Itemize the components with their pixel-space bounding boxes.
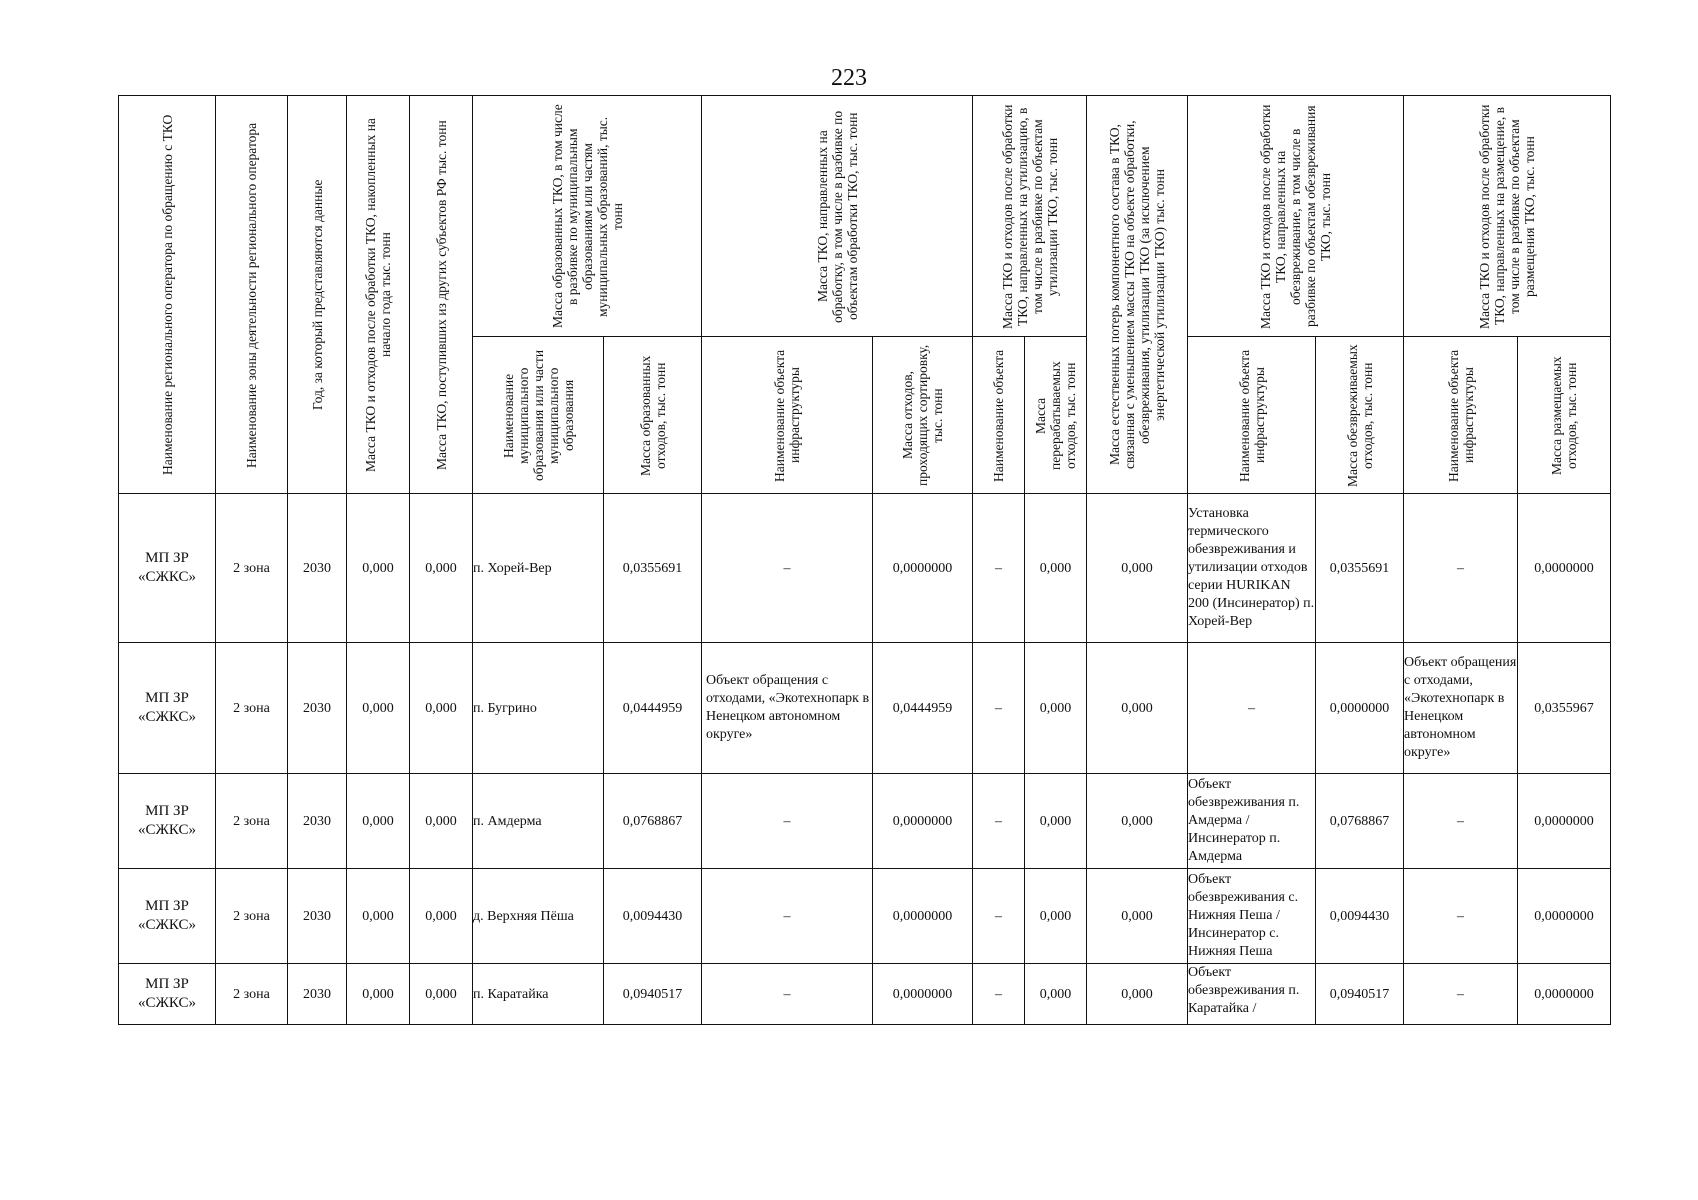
cell-utilization-object: – bbox=[973, 869, 1025, 964]
cell-placement-object: – bbox=[1404, 869, 1518, 964]
table-row bbox=[119, 643, 1611, 774]
page-number: 223 bbox=[831, 65, 867, 91]
header-generated-mass: Масса образованных отходов, тыс. тонн bbox=[604, 337, 702, 494]
cell-neutralization-object: Объект обезвреживания п. Каратайка / bbox=[1188, 964, 1316, 1025]
cell-utilization-object: – bbox=[973, 774, 1025, 869]
cell-year: 2030 bbox=[288, 774, 347, 869]
header-zone: Наименование зоны деятельности регионального оператора bbox=[216, 96, 288, 494]
cell-utilization-object: – bbox=[973, 494, 1025, 643]
cell-neutralization-object: Объект обезвреживания п. Амдерма / Инсинератор п. Амдерма bbox=[1188, 774, 1316, 869]
cell-processing-object: – bbox=[702, 494, 873, 643]
cell-neutralization-object: Установка термического обезвреживания и утилизации отходов серии HURIKAN 200 (Инсинератор) п. Хорей-Вер bbox=[1188, 494, 1316, 643]
cell-municipality: п. Каратайка bbox=[473, 964, 604, 1025]
header-placement-group: Масса ТКО и отходов после обработки ТКО, направленных на размещение, в том числе в разбивке по объектам размещения ТКО, тыс. тонн bbox=[1404, 96, 1611, 337]
header-placement-name: Наименование объекта инфраструктуры bbox=[1404, 337, 1518, 494]
cell-zone: 2 зона bbox=[216, 774, 288, 869]
cell-placement-mass: 0,0000000 bbox=[1518, 964, 1611, 1025]
cell-municipality: п. Бугрино bbox=[473, 643, 604, 774]
cell-utilization-object: – bbox=[973, 964, 1025, 1025]
header-accumulated: Масса ТКО и отходов после обработки ТКО, накопленных на начало года тыс. тонн bbox=[347, 96, 410, 494]
cell-operator: МП ЗР «СЖКС» bbox=[119, 774, 216, 869]
header-generated-name: Наименование муниципального образования или части муниципального образования bbox=[473, 337, 604, 494]
cell-received: 0,000 bbox=[410, 643, 473, 774]
cell-year: 2030 bbox=[288, 964, 347, 1025]
cell-utilization-mass: 0,000 bbox=[1025, 869, 1087, 964]
cell-operator: МП ЗР «СЖКС» bbox=[119, 494, 216, 643]
cell-losses: 0,000 bbox=[1087, 643, 1188, 774]
cell-neutralization-mass: 0,0940517 bbox=[1316, 964, 1404, 1025]
cell-processing-object: – bbox=[702, 964, 873, 1025]
header-utilization-mass: Масса перерабатываемых отходов, тыс. тонн bbox=[1025, 337, 1087, 494]
cell-year: 2030 bbox=[288, 869, 347, 964]
cell-operator: МП ЗР «СЖКС» bbox=[119, 643, 216, 774]
cell-neutralization-mass: 0,0768867 bbox=[1316, 774, 1404, 869]
cell-utilization-mass: 0,000 bbox=[1025, 774, 1087, 869]
cell-neutralization-object: – bbox=[1188, 643, 1316, 774]
cell-placement-mass: 0,0355967 bbox=[1518, 643, 1611, 774]
cell-municipality: д. Верхняя Пёша bbox=[473, 869, 604, 964]
header-received: Масса ТКО, поступивших из других субъектов РФ тыс. тонн bbox=[410, 96, 473, 494]
header-neutralization-mass: Масса обезвреживаемых отходов, тыс. тонн bbox=[1316, 337, 1404, 494]
cell-processing-object: Объект обращения с отходами, «Экотехнопарк в Ненецком автономном округе» bbox=[702, 643, 873, 774]
header-year: Год, за который представляются данные bbox=[288, 96, 347, 494]
cell-municipality: п. Амдерма bbox=[473, 774, 604, 869]
cell-processing-mass: 0,0444959 bbox=[873, 643, 973, 774]
header-processing-group: Масса ТКО, направленных на обработку, в том числе в разбивке по объектам обработки ТКО, тыс. тонн bbox=[702, 96, 973, 337]
cell-zone: 2 зона bbox=[216, 869, 288, 964]
cell-generated: 0,0768867 bbox=[604, 774, 702, 869]
header-processing-name: Наименование объекта инфраструктуры bbox=[702, 337, 873, 494]
cell-processing-mass: 0,0000000 bbox=[873, 869, 973, 964]
cell-accumulated: 0,000 bbox=[347, 643, 410, 774]
cell-generated: 0,0094430 bbox=[604, 869, 702, 964]
cell-processing-object: – bbox=[702, 774, 873, 869]
table-row bbox=[119, 774, 1611, 869]
table-body bbox=[119, 494, 1611, 1025]
cell-utilization-mass: 0,000 bbox=[1025, 964, 1087, 1025]
cell-operator: МП ЗР «СЖКС» bbox=[119, 964, 216, 1025]
cell-year: 2030 bbox=[288, 643, 347, 774]
cell-neutralization-object: Объект обезвреживания с. Нижняя Пеша / Инсинератор с. Нижняя Пеша bbox=[1188, 869, 1316, 964]
table-row bbox=[119, 964, 1611, 1025]
cell-losses: 0,000 bbox=[1087, 869, 1188, 964]
cell-received: 0,000 bbox=[410, 494, 473, 643]
cell-received: 0,000 bbox=[410, 964, 473, 1025]
cell-placement-object: – bbox=[1404, 774, 1518, 869]
cell-neutralization-mass: 0,0000000 bbox=[1316, 643, 1404, 774]
cell-municipality: п. Хорей-Вер bbox=[473, 494, 604, 643]
cell-generated: 0,0940517 bbox=[604, 964, 702, 1025]
cell-placement-object: Объект обращения с отходами, «Экотехнопарк в Ненецком автономном округе» bbox=[1404, 643, 1518, 774]
header-generated-group: Масса образованных ТКО, в том числе в разбивке по муниципальным образованиям или частям муниципальных образований, тыс. тонн bbox=[473, 96, 702, 337]
cell-accumulated: 0,000 bbox=[347, 774, 410, 869]
cell-zone: 2 зона bbox=[216, 494, 288, 643]
header-losses: Масса естественных потерь компонентного состава в ТКО, связанная с уменьшением массы ТКО на объекте обработки, обезвреживания, утилизации ТКО (за исключением энергетической утилизации ТКО) тыс. тонн bbox=[1087, 96, 1188, 494]
header-utilization-name: Наименование объекта bbox=[973, 337, 1025, 494]
cell-zone: 2 зона bbox=[216, 643, 288, 774]
cell-processing-mass: 0,0000000 bbox=[873, 774, 973, 869]
cell-neutralization-mass: 0,0094430 bbox=[1316, 869, 1404, 964]
header-placement-mass: Масса размещаемых отходов, тыс. тонн bbox=[1518, 337, 1611, 494]
cell-neutralization-mass: 0,0355691 bbox=[1316, 494, 1404, 643]
cell-operator: МП ЗР «СЖКС» bbox=[119, 869, 216, 964]
cell-placement-object: – bbox=[1404, 964, 1518, 1025]
cell-accumulated: 0,000 bbox=[347, 494, 410, 643]
cell-utilization-mass: 0,000 bbox=[1025, 643, 1087, 774]
cell-received: 0,000 bbox=[410, 869, 473, 964]
cell-losses: 0,000 bbox=[1087, 494, 1188, 643]
header-operator: Наименование регионального оператора по обращению с ТКО bbox=[119, 96, 216, 494]
cell-utilization-mass: 0,000 bbox=[1025, 494, 1087, 643]
cell-processing-mass: 0,0000000 bbox=[873, 494, 973, 643]
cell-generated: 0,0355691 bbox=[604, 494, 702, 643]
cell-placement-mass: 0,0000000 bbox=[1518, 774, 1611, 869]
cell-received: 0,000 bbox=[410, 774, 473, 869]
cell-processing-mass: 0,0000000 bbox=[873, 964, 973, 1025]
table-row bbox=[119, 494, 1611, 643]
cell-placement-mass: 0,0000000 bbox=[1518, 494, 1611, 643]
waste-balance-table bbox=[118, 95, 1611, 1025]
cell-losses: 0,000 bbox=[1087, 774, 1188, 869]
header-neutralization-group: Масса ТКО и отходов после обработки ТКО, направленных на обезвреживание, в том числе в разбивке по объектам обезвреживания ТКО, тыс. тонн bbox=[1188, 96, 1404, 337]
cell-year: 2030 bbox=[288, 494, 347, 643]
cell-placement-mass: 0,0000000 bbox=[1518, 869, 1611, 964]
cell-accumulated: 0,000 bbox=[347, 869, 410, 964]
table-row bbox=[119, 869, 1611, 964]
header-neutralization-name: Наименование объекта инфраструктуры bbox=[1188, 337, 1316, 494]
cell-utilization-object: – bbox=[973, 643, 1025, 774]
cell-generated: 0,0444959 bbox=[604, 643, 702, 774]
cell-zone: 2 зона bbox=[216, 964, 288, 1025]
header-utilization-group: Масса ТКО и отходов после обработки ТКО, направленных на утилизацию, в том числе в разбивке по объектам утилизации ТКО, тыс. тонн bbox=[973, 96, 1087, 337]
cell-placement-object: – bbox=[1404, 494, 1518, 643]
cell-accumulated: 0,000 bbox=[347, 964, 410, 1025]
cell-losses: 0,000 bbox=[1087, 964, 1188, 1025]
table-header bbox=[119, 96, 1611, 494]
cell-processing-object: – bbox=[702, 869, 873, 964]
header-processing-mass: Масса отходов, проходящих сортировку, тыс. тонн bbox=[873, 337, 973, 494]
